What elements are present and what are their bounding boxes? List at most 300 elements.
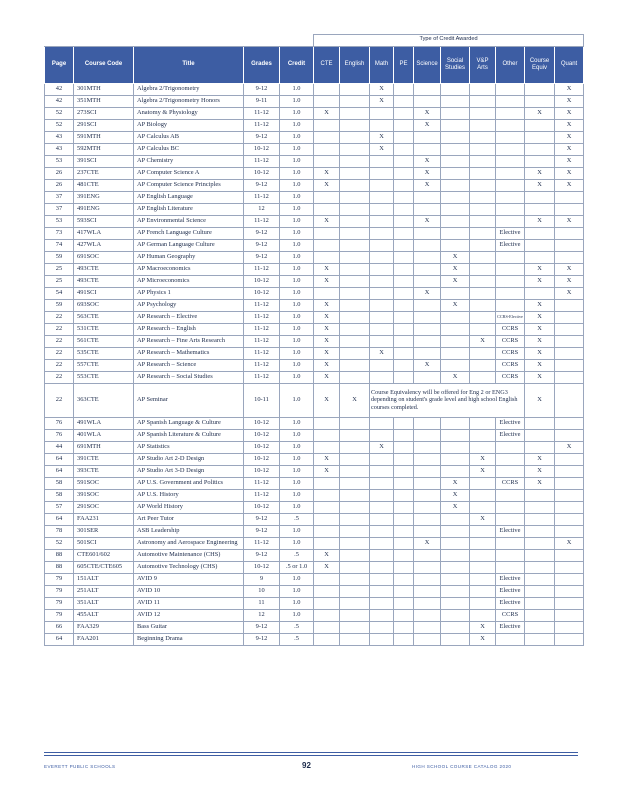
cell-cte <box>314 477 340 489</box>
table-row <box>45 239 584 251</box>
cell-grades: 11-12 <box>244 477 280 489</box>
cell-pe <box>394 287 414 299</box>
cell-social: X <box>441 489 470 501</box>
cell-page: 59 <box>45 251 74 263</box>
cell-science <box>414 95 441 107</box>
cell-grades: 10-11 <box>244 383 280 417</box>
cell-page: 79 <box>45 585 74 597</box>
cell-page: 43 <box>45 131 74 143</box>
cell-equiv <box>525 609 555 621</box>
cell-science: X <box>414 107 441 119</box>
cell-credit: 1.0 <box>280 299 314 311</box>
cell-social: X <box>441 501 470 513</box>
cell-cte: X <box>314 453 340 465</box>
cell-arts <box>470 119 496 131</box>
cell-science: X <box>414 179 441 191</box>
cell-arts: X <box>470 621 496 633</box>
cell-arts <box>470 347 496 359</box>
table-row <box>45 585 584 597</box>
cell-science: X <box>414 359 441 371</box>
cell-cte: X <box>314 359 340 371</box>
cell-grades: 11-12 <box>244 215 280 227</box>
cell-grades: 9-12 <box>244 83 280 95</box>
cell-other: Elective <box>496 525 525 537</box>
cell-page: 74 <box>45 239 74 251</box>
cell-english <box>340 215 370 227</box>
cell-pe <box>394 311 414 323</box>
cell-title: AVID 12 <box>134 609 244 621</box>
cell-page: 78 <box>45 525 74 537</box>
cell-title: Automotive Maintenance (CHS) <box>134 549 244 561</box>
cell-math: X <box>370 441 394 453</box>
cell-page: 43 <box>45 143 74 155</box>
cell-course-code: FAA201 <box>74 633 134 645</box>
cell-title: AP Research – Social Studies <box>134 371 244 383</box>
cell-title: AP Spanish Literature & Culture <box>134 429 244 441</box>
cell-arts <box>470 609 496 621</box>
page-number: 92 <box>302 761 311 770</box>
cell-title: Beginning Drama <box>134 633 244 645</box>
cell-other <box>496 287 525 299</box>
cell-title: Astronomy and Aerospace Engineering <box>134 537 244 549</box>
cell-credit: 1.0 <box>280 441 314 453</box>
cell-title: AP English Literature <box>134 203 244 215</box>
cell-arts <box>470 167 496 179</box>
cell-page: 76 <box>45 429 74 441</box>
table-row <box>45 299 584 311</box>
cell-credit: 1.0 <box>280 263 314 275</box>
cell-english <box>340 513 370 525</box>
cell-math <box>370 453 394 465</box>
table-row <box>45 441 584 453</box>
cell-quant <box>555 383 584 417</box>
cell-title: AP Research – English <box>134 323 244 335</box>
cell-page: 76 <box>45 417 74 429</box>
cell-grades: 10-12 <box>244 167 280 179</box>
cell-pe <box>394 441 414 453</box>
cell-page: 22 <box>45 371 74 383</box>
cell-other: Elective <box>496 585 525 597</box>
col-pe: PE <box>394 46 414 83</box>
cell-math <box>370 537 394 549</box>
cell-science <box>414 203 441 215</box>
col-course-equiv: Course Equiv <box>525 46 555 83</box>
cell-page: 22 <box>45 323 74 335</box>
table-row <box>45 287 584 299</box>
cell-arts <box>470 227 496 239</box>
cell-pe <box>394 95 414 107</box>
cell-quant <box>555 251 584 263</box>
cell-pe <box>394 359 414 371</box>
cell-course-code: 291SCI <box>74 119 134 131</box>
footer-rule <box>44 752 578 753</box>
cell-title: Algebra 2/Trigonometry <box>134 83 244 95</box>
cell-math <box>370 167 394 179</box>
cell-title: AP Statistics <box>134 441 244 453</box>
cell-english <box>340 465 370 477</box>
cell-cte: X <box>314 107 340 119</box>
cell-grades: 11-12 <box>244 359 280 371</box>
cell-grades: 11-12 <box>244 347 280 359</box>
cell-cte: X <box>314 335 340 347</box>
cell-english <box>340 95 370 107</box>
cell-science <box>414 573 441 585</box>
cell-cte <box>314 203 340 215</box>
cell-cte <box>314 239 340 251</box>
cell-social <box>441 203 470 215</box>
cell-equiv <box>525 119 555 131</box>
cell-english <box>340 633 370 645</box>
cell-grades: 11-12 <box>244 489 280 501</box>
cell-arts <box>470 215 496 227</box>
cell-english <box>340 597 370 609</box>
cell-course-code: 455ALT <box>74 609 134 621</box>
cell-equiv: X <box>525 299 555 311</box>
cell-arts <box>470 417 496 429</box>
cell-grades: 10-12 <box>244 561 280 573</box>
cell-credit: 1.0 <box>280 311 314 323</box>
cell-math <box>370 525 394 537</box>
cell-title: AP Environmental Science <box>134 215 244 227</box>
cell-math <box>370 311 394 323</box>
cell-english <box>340 299 370 311</box>
table-row <box>45 501 584 513</box>
cell-title: AP German Language Culture <box>134 239 244 251</box>
cell-credit: 1.0 <box>280 215 314 227</box>
cell-pe <box>394 251 414 263</box>
cell-page: 37 <box>45 191 74 203</box>
cell-english <box>340 347 370 359</box>
cell-arts: X <box>470 465 496 477</box>
cell-quant: X <box>555 167 584 179</box>
cell-course-code: 251ALT <box>74 585 134 597</box>
cell-equiv: X <box>525 215 555 227</box>
cell-other <box>496 95 525 107</box>
cell-title: AVID 10 <box>134 585 244 597</box>
cell-cte <box>314 95 340 107</box>
table-row <box>45 251 584 263</box>
cell-quant <box>555 549 584 561</box>
cell-english <box>340 131 370 143</box>
cell-course-code: 691MTH <box>74 441 134 453</box>
cell-science <box>414 227 441 239</box>
cell-pe <box>394 275 414 287</box>
cell-social <box>441 429 470 441</box>
cell-equiv <box>525 239 555 251</box>
cell-quant <box>555 513 584 525</box>
cell-english <box>340 167 370 179</box>
cell-grades: 9-12 <box>244 513 280 525</box>
cell-cte <box>314 287 340 299</box>
cell-credit: 1.0 <box>280 383 314 417</box>
table-row <box>45 633 584 645</box>
cell-page: 58 <box>45 489 74 501</box>
cell-page: 79 <box>45 597 74 609</box>
cell-title: Algebra 2/Trigonometry Honors <box>134 95 244 107</box>
table-row <box>45 573 584 585</box>
cell-quant <box>555 477 584 489</box>
cell-grades: 9-12 <box>244 525 280 537</box>
cell-english <box>340 323 370 335</box>
cell-credit: 1.0 <box>280 83 314 95</box>
cell-other <box>496 465 525 477</box>
col-credit: Credit <box>280 46 314 83</box>
cell-course-code: 301MTH <box>74 83 134 95</box>
cell-page: 64 <box>45 453 74 465</box>
cell-page: 54 <box>45 287 74 299</box>
col-social-studies: Social Studies <box>441 46 470 83</box>
cell-quant: X <box>555 441 584 453</box>
cell-english <box>340 489 370 501</box>
cell-pe <box>394 263 414 275</box>
cell-equiv <box>525 143 555 155</box>
cell-pe <box>394 239 414 251</box>
cell-math: X <box>370 143 394 155</box>
cell-grades: 11-12 <box>244 107 280 119</box>
cell-quant: X <box>555 83 584 95</box>
cell-page: 66 <box>45 621 74 633</box>
cell-pe <box>394 525 414 537</box>
cell-math <box>370 155 394 167</box>
cell-science <box>414 633 441 645</box>
cell-english <box>340 335 370 347</box>
cell-math <box>370 417 394 429</box>
cell-science: X <box>414 215 441 227</box>
cell-cte <box>314 227 340 239</box>
table-row <box>45 83 584 95</box>
cell-other <box>496 167 525 179</box>
col-page: Page <box>45 46 74 83</box>
cell-other <box>496 119 525 131</box>
cell-grades: 12 <box>244 203 280 215</box>
cell-math <box>370 561 394 573</box>
cell-other <box>496 143 525 155</box>
cell-cte: X <box>314 347 340 359</box>
cell-credit: 1.0 <box>280 143 314 155</box>
cell-quant: X <box>555 215 584 227</box>
cell-science <box>414 501 441 513</box>
cell-credit: .5 <box>280 621 314 633</box>
cell-cte <box>314 573 340 585</box>
cell-other <box>496 179 525 191</box>
cell-pe <box>394 119 414 131</box>
cell-course-code: 481CTE <box>74 179 134 191</box>
cell-other <box>496 155 525 167</box>
cell-arts <box>470 525 496 537</box>
cell-english <box>340 359 370 371</box>
cell-course-code: 393CTE <box>74 465 134 477</box>
cell-arts <box>470 179 496 191</box>
cell-other: CCRS-Elective <box>496 311 525 323</box>
cell-quant <box>555 561 584 573</box>
cell-page: 37 <box>45 203 74 215</box>
cell-credit: 1.0 <box>280 573 314 585</box>
cell-math <box>370 573 394 585</box>
cell-other <box>496 107 525 119</box>
table-row <box>45 143 584 155</box>
cell-arts <box>470 107 496 119</box>
cell-credit: 1.0 <box>280 525 314 537</box>
cell-social <box>441 107 470 119</box>
cell-english <box>340 561 370 573</box>
cell-equiv <box>525 633 555 645</box>
table-body <box>45 83 584 645</box>
cell-grades: 10 <box>244 585 280 597</box>
cell-pe <box>394 609 414 621</box>
cell-english <box>340 453 370 465</box>
cell-course-code: 491SCI <box>74 287 134 299</box>
cell-page: 64 <box>45 513 74 525</box>
cell-arts <box>470 359 496 371</box>
cell-science <box>414 239 441 251</box>
cell-equiv <box>525 429 555 441</box>
cell-math <box>370 465 394 477</box>
cell-arts <box>470 429 496 441</box>
col-grades: Grades <box>244 46 280 83</box>
cell-social <box>441 83 470 95</box>
cell-pe <box>394 167 414 179</box>
cell-arts <box>470 501 496 513</box>
cell-equiv <box>525 549 555 561</box>
cell-arts <box>470 323 496 335</box>
cell-page: 58 <box>45 477 74 489</box>
cell-equiv <box>525 537 555 549</box>
table-row <box>45 311 584 323</box>
cell-grades: 10-12 <box>244 429 280 441</box>
cell-math <box>370 501 394 513</box>
cell-quant <box>555 585 584 597</box>
cell-arts <box>470 95 496 107</box>
cell-grades: 10-12 <box>244 275 280 287</box>
cell-math <box>370 239 394 251</box>
cell-social <box>441 347 470 359</box>
cell-pe <box>394 143 414 155</box>
cell-social <box>441 119 470 131</box>
cell-credit: 1.0 <box>280 477 314 489</box>
cell-page: 53 <box>45 215 74 227</box>
footer-left-text: EVERETT PUBLIC SCHOOLS <box>44 764 116 769</box>
cell-other: CCRS <box>496 609 525 621</box>
cell-credit: 1.0 <box>280 453 314 465</box>
cell-math <box>370 477 394 489</box>
cell-grades: 10-12 <box>244 501 280 513</box>
cell-english <box>340 585 370 597</box>
cell-math <box>370 203 394 215</box>
cell-equiv <box>525 227 555 239</box>
table-row <box>45 453 584 465</box>
cell-equiv <box>525 573 555 585</box>
cell-social <box>441 513 470 525</box>
cell-arts <box>470 203 496 215</box>
cell-science <box>414 311 441 323</box>
table-row <box>45 513 584 525</box>
cell-science <box>414 465 441 477</box>
col-vp-arts: V&P Arts <box>470 46 496 83</box>
cell-cte <box>314 633 340 645</box>
cell-science <box>414 335 441 347</box>
cell-arts <box>470 371 496 383</box>
cell-page: 64 <box>45 633 74 645</box>
cell-cte: X <box>314 275 340 287</box>
cell-credit: 1.0 <box>280 359 314 371</box>
table-row <box>45 95 584 107</box>
page-footer <box>44 752 578 776</box>
cell-course-code: 535CTE <box>74 347 134 359</box>
cell-quant: X <box>555 143 584 155</box>
table-row <box>45 417 584 429</box>
cell-other <box>496 299 525 311</box>
cell-course-code: 351ALT <box>74 597 134 609</box>
cell-grades: 11-12 <box>244 371 280 383</box>
cell-page: 57 <box>45 501 74 513</box>
cell-math <box>370 597 394 609</box>
cell-pe <box>394 323 414 335</box>
cell-arts <box>470 549 496 561</box>
cell-english <box>340 203 370 215</box>
cell-page: 79 <box>45 609 74 621</box>
cell-page: 88 <box>45 561 74 573</box>
cell-other <box>496 191 525 203</box>
cell-social <box>441 239 470 251</box>
cell-english <box>340 107 370 119</box>
cell-quant <box>555 525 584 537</box>
col-math: Math <box>370 46 394 83</box>
cell-arts <box>470 275 496 287</box>
table-row <box>45 275 584 287</box>
cell-arts <box>470 263 496 275</box>
cell-grades: 11-12 <box>244 537 280 549</box>
table-row <box>45 489 584 501</box>
cell-credit: 1.0 <box>280 203 314 215</box>
cell-math <box>370 335 394 347</box>
cell-title: AP U.S. Government and Politics <box>134 477 244 489</box>
cell-english <box>340 179 370 191</box>
cell-math: X <box>370 83 394 95</box>
cell-social <box>441 525 470 537</box>
cell-equiv <box>525 417 555 429</box>
cell-other <box>496 263 525 275</box>
cell-equiv <box>525 597 555 609</box>
cell-title: AP French Language Culture <box>134 227 244 239</box>
cell-title: AP U.S. History <box>134 489 244 501</box>
cell-equiv <box>525 251 555 263</box>
cell-grades: 11-12 <box>244 263 280 275</box>
cell-science: X <box>414 119 441 131</box>
cell-page: 42 <box>45 83 74 95</box>
cell-cte <box>314 155 340 167</box>
cell-course-code: 605CTE/CTE605 <box>74 561 134 573</box>
cell-grades: 10-12 <box>244 453 280 465</box>
cell-note: Course Equivalency will be offered for Eng 2 or ENG3 depending on student's grade level and high school English courses completed. <box>370 383 525 417</box>
cell-english <box>340 119 370 131</box>
cell-equiv: X <box>525 179 555 191</box>
cell-pe <box>394 453 414 465</box>
cell-other <box>496 549 525 561</box>
cell-pe <box>394 585 414 597</box>
cell-credit: 1.0 <box>280 417 314 429</box>
cell-arts: X <box>470 335 496 347</box>
cell-quant <box>555 239 584 251</box>
cell-page: 26 <box>45 179 74 191</box>
cell-equiv <box>525 203 555 215</box>
cell-arts <box>470 239 496 251</box>
cell-arts: X <box>470 453 496 465</box>
cell-social: X <box>441 477 470 489</box>
cell-credit: 1.0 <box>280 609 314 621</box>
cell-course-code: 391CTE <box>74 453 134 465</box>
cell-pe <box>394 371 414 383</box>
cell-grades: 9-11 <box>244 95 280 107</box>
